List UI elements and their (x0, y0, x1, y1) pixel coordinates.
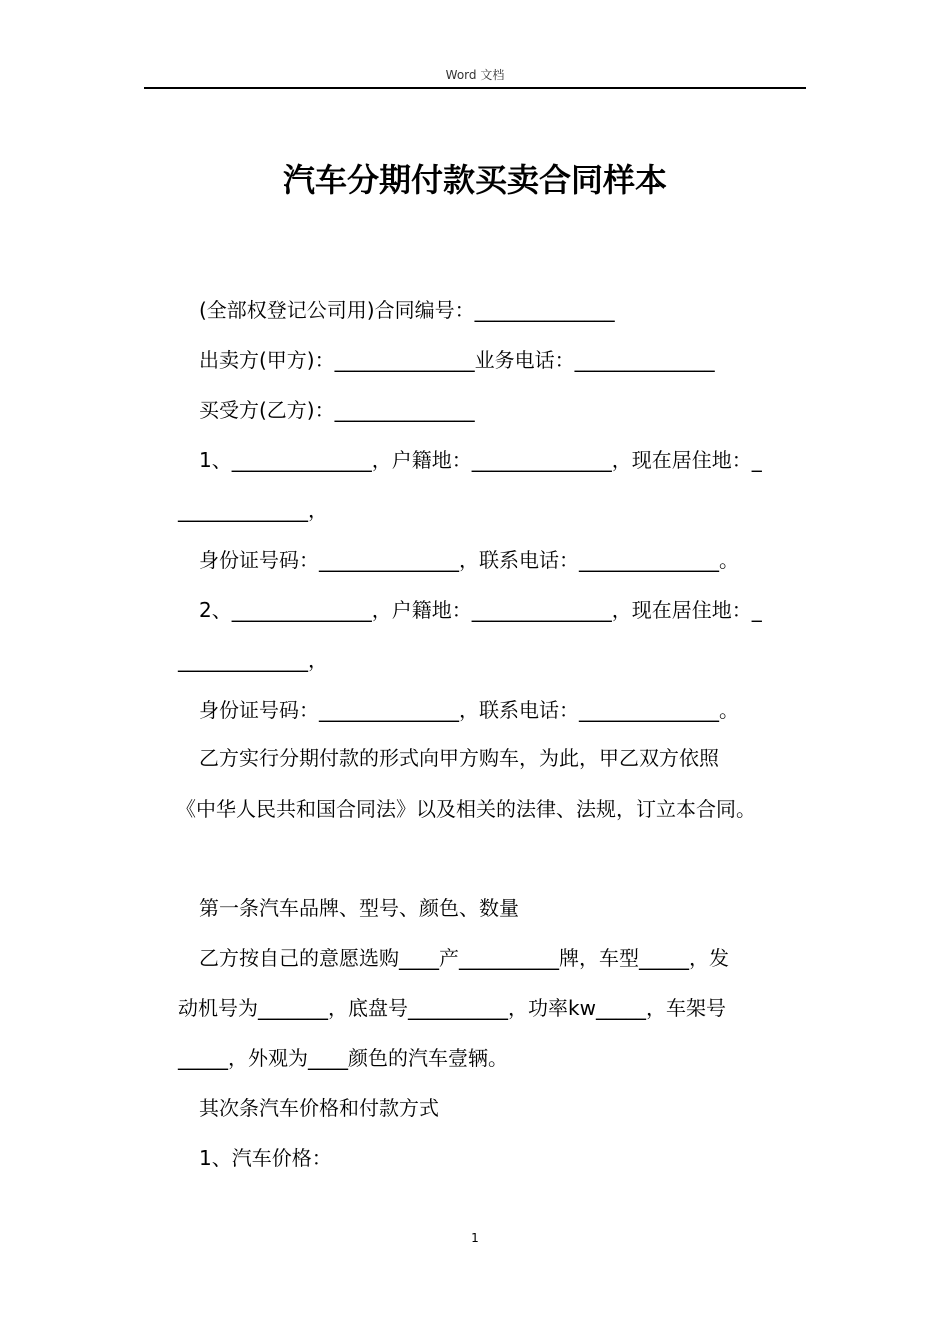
header-divider (144, 87, 806, 89)
article-2-item-1: 1、汽车价格： (199, 1146, 332, 1170)
document-title: 汽车分期付款买卖合同样本 (282, 161, 667, 199)
article-1-heading: 第一条汽车品牌、型号、颜色、数量 (199, 896, 519, 920)
party-2-name-line: 2、______________，户籍地：______________，现在居住地：_ (199, 598, 762, 622)
preamble-line-2: 《中华人民共和国合同法》以及相关的法律、法规，订立本合同。 (176, 797, 756, 821)
party-1-address-continuation: _____________， (178, 498, 328, 522)
buyer-line: 买受方(乙方)：______________ (199, 398, 475, 422)
contract-number-line: (全部权登记公司用)合同编号：______________ (199, 298, 615, 322)
party-1-name-line: 1、______________，户籍地：______________，现在居住地：_ (199, 448, 762, 472)
article-1-line-3: _____，外观为____颜色的汽车壹辆。 (178, 1046, 508, 1070)
party-2-id-line: 身份证号码：______________，联系电话：______________。 (199, 698, 739, 722)
page-header: Word 文档 (445, 68, 505, 82)
party-2-address-continuation: _____________， (178, 648, 328, 672)
party-1-id-line: 身份证号码：______________，联系电话：______________。 (199, 548, 739, 572)
article-2-heading: 其次条汽车价格和付款方式 (199, 1096, 439, 1120)
page-number: 1 (471, 1231, 479, 1245)
article-1-line-2: 动机号为_______，底盘号__________，功率kw_____，车架号 (178, 996, 726, 1020)
preamble-line-1: 乙方实行分期付款的形式向甲方购车，为此，甲乙双方依照 (199, 746, 719, 770)
seller-line: 出卖方(甲方)：______________业务电话：______________ (199, 348, 715, 372)
article-1-line-1: 乙方按自己的意愿选购____产__________牌，车型_____，发 (199, 946, 729, 970)
